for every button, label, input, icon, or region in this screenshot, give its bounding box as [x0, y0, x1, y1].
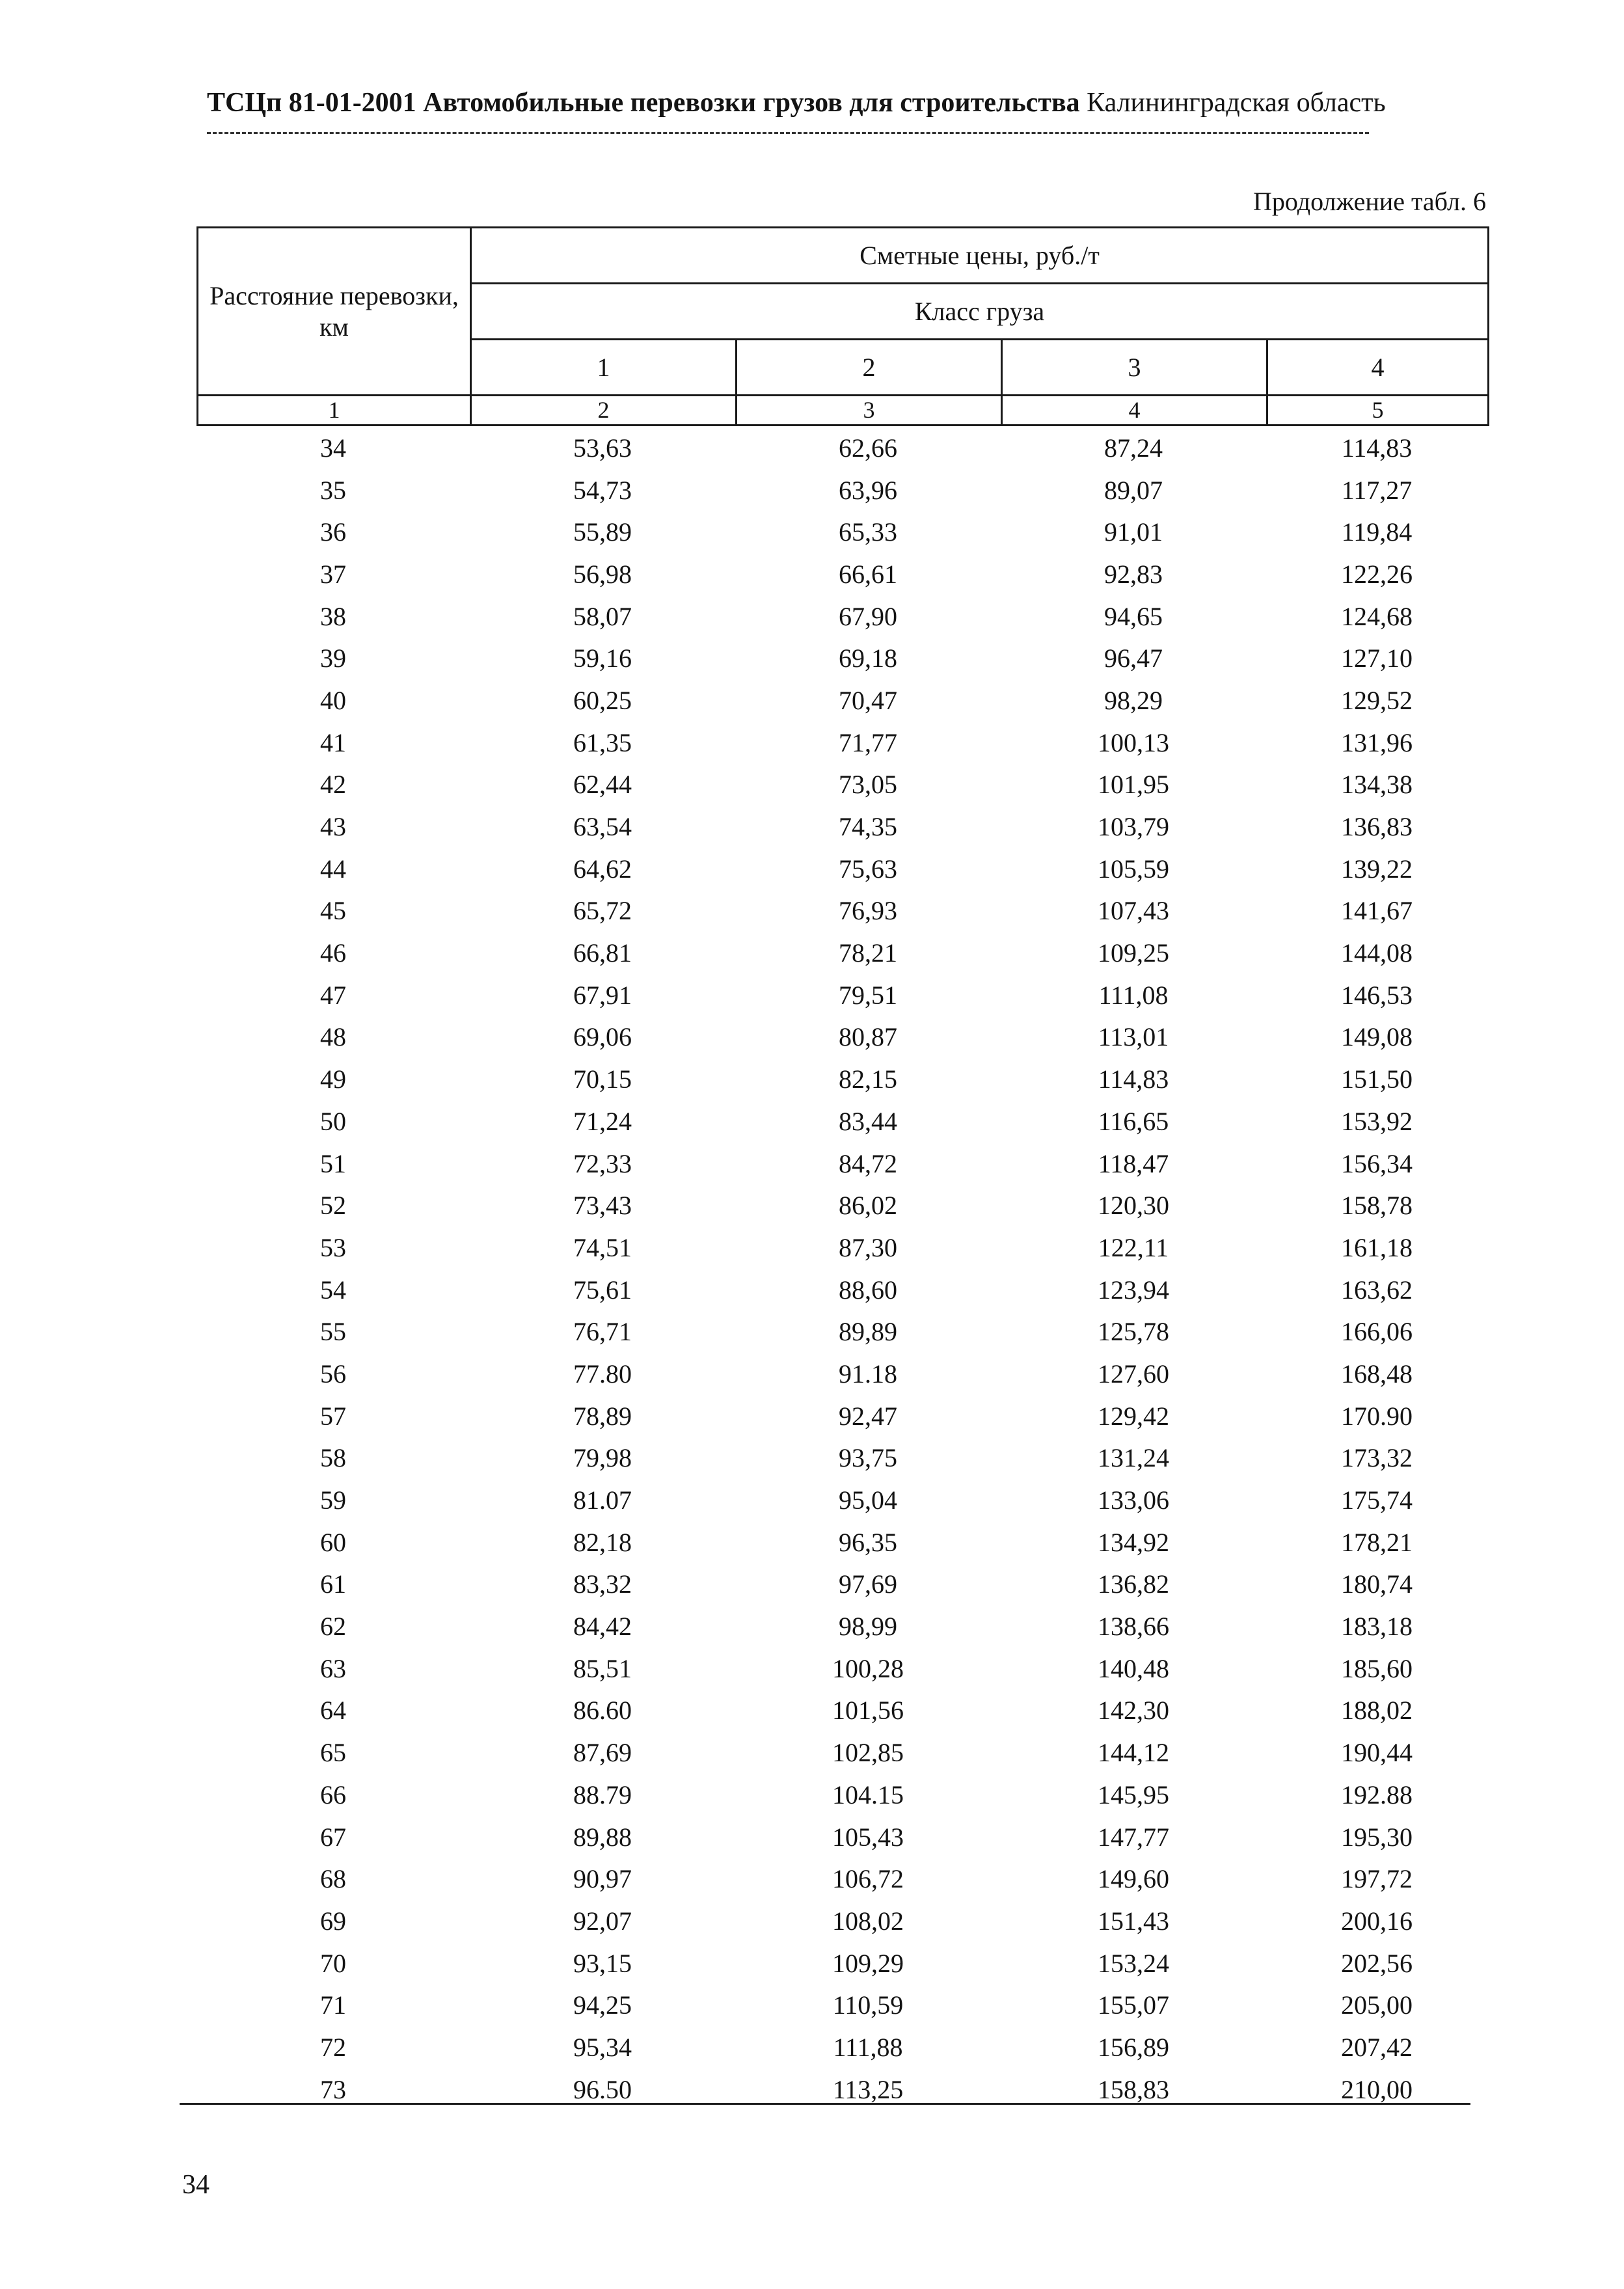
class-3-price-cell: 94,65 [1104, 601, 1163, 631]
class-2-price-cell: 82,15 [839, 1064, 897, 1094]
distance-cell: 41 [320, 727, 346, 757]
class-3-price-cell: 100,13 [1098, 727, 1169, 757]
class-4-price-cell: 127,10 [1341, 643, 1413, 673]
header-rule [207, 132, 1369, 134]
class-3-price-cell: 91,01 [1104, 517, 1163, 547]
class-2-price-cell: 74,35 [839, 812, 897, 842]
column-number: 2 [471, 396, 737, 426]
class-1-price-cell: 93,15 [573, 1948, 632, 1978]
distance-cell: 68 [320, 1864, 346, 1894]
class-3-price-cell: 151,43 [1098, 1906, 1169, 1936]
table-row [196, 1310, 1487, 1353]
distance-cell: 40 [320, 685, 346, 715]
class-4-price-cell: 141,67 [1341, 896, 1413, 926]
class-1-price-cell: 54,73 [573, 475, 632, 505]
class-1-price-cell: 90,97 [573, 1864, 632, 1894]
class-1-price-cell: 72,33 [573, 1148, 632, 1178]
class-4-price-cell: 117,27 [1341, 475, 1413, 505]
class-3-price-cell: 89,07 [1104, 475, 1163, 505]
class-4-price-cell: 146,53 [1341, 980, 1413, 1010]
class-3-price-cell: 134,92 [1098, 1527, 1169, 1557]
table-row [196, 1816, 1487, 1858]
table-header [196, 226, 1489, 426]
class-2-price-cell: 87,30 [839, 1232, 897, 1262]
class-3-price-cell: 120,30 [1098, 1191, 1169, 1221]
class-2-price-cell: 92,47 [839, 1401, 897, 1431]
table-row [196, 1184, 1487, 1226]
cargo-class-number: 4 [1267, 340, 1489, 396]
class-3-price-cell: 145,95 [1098, 1780, 1169, 1809]
class-2-price-cell: 80,87 [839, 1022, 897, 1052]
class-1-price-cell: 64,62 [573, 854, 632, 884]
distance-cell: 62 [320, 1612, 346, 1642]
distance-cell: 55 [320, 1317, 346, 1347]
table-row [196, 1521, 1487, 1564]
class-2-price-cell: 84,72 [839, 1148, 897, 1178]
class-2-price-cell: 108,02 [832, 1906, 904, 1936]
class-1-price-cell: 65,72 [573, 896, 632, 926]
class-1-price-cell: 59,16 [573, 643, 632, 673]
class-2-price-cell: 110,59 [832, 1990, 904, 2020]
class-4-price-cell: 210,00 [1341, 2074, 1413, 2104]
distance-cell: 57 [320, 1401, 346, 1431]
class-1-price-cell: 75,61 [573, 1275, 632, 1305]
class-3-price-cell: 142,30 [1098, 1696, 1169, 1726]
class-3-price-cell: 96,47 [1104, 643, 1163, 673]
table-row [196, 1269, 1487, 1311]
class-4-price-cell: 122,26 [1341, 559, 1413, 589]
distance-cell: 46 [320, 938, 346, 968]
class-2-price-cell: 98,99 [839, 1612, 897, 1642]
class-3-price-cell: 92,83 [1104, 559, 1163, 589]
table-row [196, 1143, 1487, 1185]
class-2-price-cell: 73,05 [839, 770, 897, 800]
class-3-price-cell: 144,12 [1098, 1738, 1169, 1768]
class-1-price-cell: 74,51 [573, 1232, 632, 1262]
table-row [196, 1984, 1487, 2026]
class-3-price-cell: 101,95 [1098, 770, 1169, 800]
distance-cell: 61 [320, 1569, 346, 1599]
table-row [196, 1605, 1487, 1647]
class-4-price-cell: 205,00 [1341, 1990, 1413, 2020]
class-2-price-cell: 62,66 [839, 433, 897, 463]
class-2-price-cell: 95,04 [839, 1485, 897, 1515]
class-3-price-cell: 116,65 [1098, 1106, 1169, 1136]
distance-cell: 54 [320, 1275, 346, 1305]
page-number: 34 [182, 2170, 210, 2200]
class-2-price-cell: 111,88 [833, 2032, 903, 2062]
cargo-class-header: Класс груза [471, 284, 1489, 340]
class-2-price-cell: 93,75 [839, 1443, 897, 1473]
class-3-price-cell: 123,94 [1098, 1275, 1169, 1305]
class-4-price-cell: 149,08 [1341, 1022, 1413, 1052]
class-4-price-cell: 151,50 [1341, 1064, 1413, 1094]
distance-column-header: Расстояние перевозки, км [198, 228, 471, 396]
class-2-price-cell: 105,43 [832, 1822, 904, 1852]
table-row [196, 1479, 1487, 1521]
class-1-price-cell: 88.79 [573, 1780, 632, 1809]
class-1-price-cell: 70,15 [573, 1064, 632, 1094]
distance-cell: 56 [320, 1359, 346, 1388]
class-4-price-cell: 173,32 [1341, 1443, 1413, 1473]
class-3-price-cell: 133,06 [1098, 1485, 1169, 1515]
table-row [196, 1564, 1487, 1606]
cargo-class-number: 1 [471, 340, 737, 396]
table-row [196, 1226, 1487, 1269]
table-row [196, 1395, 1487, 1437]
distance-cell: 73 [320, 2074, 346, 2104]
class-4-price-cell: 168,48 [1341, 1359, 1413, 1388]
class-1-price-cell: 85,51 [573, 1653, 632, 1683]
class-2-price-cell: 63,96 [839, 475, 897, 505]
table-row [196, 1942, 1487, 1984]
table-bottom-rule [180, 2103, 1470, 2105]
table-row [196, 806, 1487, 848]
class-3-price-cell: 118,47 [1098, 1148, 1169, 1178]
class-4-price-cell: 136,83 [1341, 812, 1413, 842]
class-2-price-cell: 97,69 [839, 1569, 897, 1599]
distance-cell: 43 [320, 812, 346, 842]
class-1-price-cell: 87,69 [573, 1738, 632, 1768]
price-table-body [196, 427, 1487, 2111]
class-4-price-cell: 119,84 [1341, 517, 1413, 547]
class-3-price-cell: 153,24 [1098, 1948, 1169, 1978]
class-1-price-cell: 92,07 [573, 1906, 632, 1936]
distance-cell: 72 [320, 2032, 346, 2062]
table-row [196, 2026, 1487, 2068]
class-1-price-cell: 69,06 [573, 1022, 632, 1052]
distance-cell: 37 [320, 559, 346, 589]
distance-cell: 47 [320, 980, 346, 1010]
class-4-price-cell: 163,62 [1341, 1275, 1413, 1305]
class-2-price-cell: 67,90 [839, 601, 897, 631]
class-4-price-cell: 144,08 [1341, 938, 1413, 968]
class-2-price-cell: 71,77 [839, 727, 897, 757]
distance-cell: 67 [320, 1822, 346, 1852]
table-row [196, 1858, 1487, 1900]
distance-cell: 64 [320, 1696, 346, 1726]
class-4-price-cell: 197,72 [1341, 1864, 1413, 1894]
class-3-price-cell: 98,29 [1104, 685, 1163, 715]
distance-cell: 60 [320, 1527, 346, 1557]
table-row [196, 1900, 1487, 1942]
class-4-price-cell: 153,92 [1341, 1106, 1413, 1136]
class-2-price-cell: 96,35 [839, 1527, 897, 1557]
table-row [196, 722, 1487, 764]
class-1-price-cell: 81.07 [573, 1485, 632, 1515]
table-row [196, 764, 1487, 806]
class-2-price-cell: 76,93 [839, 896, 897, 926]
class-4-price-cell: 192.88 [1341, 1780, 1413, 1809]
class-4-price-cell: 175,74 [1341, 1485, 1413, 1515]
class-3-price-cell: 103,79 [1098, 812, 1169, 842]
class-2-price-cell: 91.18 [839, 1359, 897, 1388]
class-4-price-cell: 158,78 [1341, 1191, 1413, 1221]
table-row [196, 1647, 1487, 1690]
document-title: ТСЦп 81-01-2001 Автомобильные перевозки грузов для строительства [207, 88, 1080, 118]
class-1-price-cell: 82,18 [573, 1527, 632, 1557]
distance-cell: 53 [320, 1232, 346, 1262]
distance-cell: 65 [320, 1738, 346, 1768]
class-3-price-cell: 129,42 [1098, 1401, 1169, 1431]
class-4-price-cell: 202,56 [1341, 1948, 1413, 1978]
class-2-price-cell: 100,28 [832, 1653, 904, 1683]
distance-cell: 45 [320, 896, 346, 926]
class-4-price-cell: 207,42 [1341, 2032, 1413, 2062]
class-3-price-cell: 136,82 [1098, 1569, 1169, 1599]
distance-cell: 58 [320, 1443, 346, 1473]
class-2-price-cell: 113,25 [832, 2074, 904, 2104]
class-1-price-cell: 53,63 [573, 433, 632, 463]
class-2-price-cell: 89,89 [839, 1317, 897, 1347]
class-2-price-cell: 104.15 [832, 1780, 904, 1809]
class-1-price-cell: 60,25 [573, 685, 632, 715]
table-row [196, 1100, 1487, 1143]
table-row [196, 511, 1487, 553]
class-3-price-cell: 105,59 [1098, 854, 1169, 884]
class-1-price-cell: 89,88 [573, 1822, 632, 1852]
column-number: 1 [198, 396, 471, 426]
distance-cell: 50 [320, 1106, 346, 1136]
table-row [196, 932, 1487, 974]
table-row [196, 1058, 1487, 1100]
class-2-price-cell: 109,29 [832, 1948, 904, 1978]
class-4-price-cell: 161,18 [1341, 1232, 1413, 1262]
class-1-price-cell: 71,24 [573, 1106, 632, 1136]
class-4-price-cell: 170.90 [1341, 1401, 1413, 1431]
distance-cell: 51 [320, 1148, 346, 1178]
class-2-price-cell: 78,21 [839, 938, 897, 968]
class-4-price-cell: 124,68 [1341, 601, 1413, 631]
table-row [196, 1437, 1487, 1480]
class-1-price-cell: 77.80 [573, 1359, 632, 1388]
class-3-price-cell: 158,83 [1098, 2074, 1169, 2104]
distance-cell: 63 [320, 1653, 346, 1683]
class-1-price-cell: 56,98 [573, 559, 632, 589]
table-row [196, 1731, 1487, 1774]
class-3-price-cell: 147,77 [1098, 1822, 1169, 1852]
distance-cell: 48 [320, 1022, 346, 1052]
distance-cell: 59 [320, 1485, 346, 1515]
running-header [207, 87, 1386, 118]
cargo-class-number: 3 [1002, 340, 1267, 396]
class-4-price-cell: 190,44 [1341, 1738, 1413, 1768]
class-1-price-cell: 86.60 [573, 1696, 632, 1726]
table-row [196, 848, 1487, 890]
class-3-price-cell: 122,11 [1098, 1232, 1169, 1262]
class-3-price-cell: 127,60 [1098, 1359, 1169, 1388]
distance-cell: 42 [320, 770, 346, 800]
class-2-price-cell: 79,51 [839, 980, 897, 1010]
class-3-price-cell: 138,66 [1098, 1612, 1169, 1642]
class-1-price-cell: 55,89 [573, 517, 632, 547]
region-name: Калининградская область [1087, 88, 1386, 118]
table-continuation-label: Продолжение табл. 6 [1253, 187, 1486, 216]
class-4-price-cell: 114,83 [1341, 433, 1413, 463]
class-3-price-cell: 113,01 [1098, 1022, 1169, 1052]
class-2-price-cell: 106,72 [832, 1864, 904, 1894]
class-4-price-cell: 134,38 [1341, 770, 1413, 800]
table-row [196, 637, 1487, 679]
class-4-price-cell: 156,34 [1341, 1148, 1413, 1178]
distance-cell: 70 [320, 1948, 346, 1978]
class-2-price-cell: 102,85 [832, 1738, 904, 1768]
class-1-price-cell: 67,91 [573, 980, 632, 1010]
class-2-price-cell: 88,60 [839, 1275, 897, 1305]
column-number: 5 [1267, 396, 1489, 426]
class-1-price-cell: 79,98 [573, 1443, 632, 1473]
distance-cell: 44 [320, 854, 346, 884]
class-3-price-cell: 107,43 [1098, 896, 1169, 926]
cargo-class-number: 2 [737, 340, 1002, 396]
class-2-price-cell: 83,44 [839, 1106, 897, 1136]
table-row [196, 469, 1487, 511]
table-row [196, 1016, 1487, 1059]
class-1-price-cell: 94,25 [573, 1990, 632, 2020]
class-3-price-cell: 125,78 [1098, 1317, 1169, 1347]
class-4-price-cell: 180,74 [1341, 1569, 1413, 1599]
prices-header: Сметные цены, руб./т [471, 228, 1489, 284]
class-1-price-cell: 96.50 [573, 2074, 632, 2104]
table-row [196, 427, 1487, 469]
distance-cell: 35 [320, 475, 346, 505]
distance-cell: 71 [320, 1990, 346, 2020]
table-row [196, 595, 1487, 638]
class-1-price-cell: 62,44 [573, 770, 632, 800]
class-1-price-cell: 61,35 [573, 727, 632, 757]
table-row [196, 679, 1487, 722]
class-4-price-cell: 183,18 [1341, 1612, 1413, 1642]
class-2-price-cell: 75,63 [839, 854, 897, 884]
class-3-price-cell: 156,89 [1098, 2032, 1169, 2062]
class-3-price-cell: 111,08 [1098, 980, 1169, 1010]
class-4-price-cell: 166,06 [1341, 1317, 1413, 1347]
class-3-price-cell: 149,60 [1098, 1864, 1169, 1894]
class-1-price-cell: 84,42 [573, 1612, 632, 1642]
class-1-price-cell: 66,81 [573, 938, 632, 968]
class-2-price-cell: 69,18 [839, 643, 897, 673]
class-1-price-cell: 58,07 [573, 601, 632, 631]
class-2-price-cell: 66,61 [839, 559, 897, 589]
class-4-price-cell: 131,96 [1341, 727, 1413, 757]
distance-cell: 52 [320, 1191, 346, 1221]
class-3-price-cell: 114,83 [1098, 1064, 1169, 1094]
class-2-price-cell: 86,02 [839, 1191, 897, 1221]
class-1-price-cell: 63,54 [573, 812, 632, 842]
class-4-price-cell: 188,02 [1341, 1696, 1413, 1726]
table-row [196, 974, 1487, 1016]
class-1-price-cell: 83,32 [573, 1569, 632, 1599]
class-4-price-cell: 139,22 [1341, 854, 1413, 884]
class-2-price-cell: 101,56 [832, 1696, 904, 1726]
class-2-price-cell: 70,47 [839, 685, 897, 715]
class-2-price-cell: 65,33 [839, 517, 897, 547]
column-number: 3 [737, 396, 1002, 426]
table-row [196, 1690, 1487, 1732]
class-3-price-cell: 87,24 [1104, 433, 1163, 463]
class-1-price-cell: 76,71 [573, 1317, 632, 1347]
distance-cell: 39 [320, 643, 346, 673]
distance-cell: 34 [320, 433, 346, 463]
class-4-price-cell: 185,60 [1341, 1653, 1413, 1683]
class-4-price-cell: 195,30 [1341, 1822, 1413, 1852]
distance-cell: 66 [320, 1780, 346, 1809]
table-row [196, 890, 1487, 932]
table-row [196, 553, 1487, 595]
table-row [196, 1774, 1487, 1816]
class-1-price-cell: 73,43 [573, 1191, 632, 1221]
class-4-price-cell: 200,16 [1341, 1906, 1413, 1936]
class-3-price-cell: 155,07 [1098, 1990, 1169, 2020]
distance-cell: 69 [320, 1906, 346, 1936]
column-number: 4 [1002, 396, 1267, 426]
class-3-price-cell: 140,48 [1098, 1653, 1169, 1683]
class-1-price-cell: 95,34 [573, 2032, 632, 2062]
distance-cell: 36 [320, 517, 346, 547]
class-3-price-cell: 109,25 [1098, 938, 1169, 968]
distance-cell: 49 [320, 1064, 346, 1094]
class-1-price-cell: 78,89 [573, 1401, 632, 1431]
class-4-price-cell: 178,21 [1341, 1527, 1413, 1557]
distance-cell: 38 [320, 601, 346, 631]
table-row [196, 1353, 1487, 1395]
class-3-price-cell: 131,24 [1098, 1443, 1169, 1473]
class-4-price-cell: 129,52 [1341, 685, 1413, 715]
